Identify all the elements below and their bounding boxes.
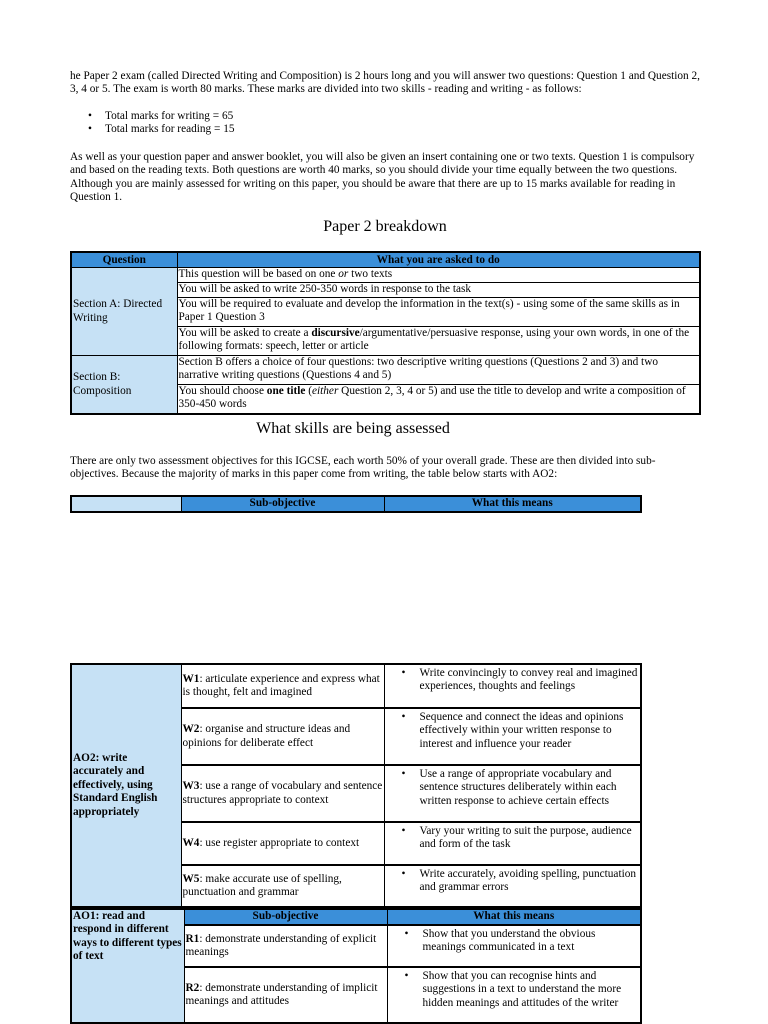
- table-cell: Section B offers a choice of four questions: two descriptive writing questions (Questions 2 and 3) and two narrative writing questions (Questions 4 and 5): [177, 356, 700, 385]
- column-header-question: Question: [71, 252, 177, 268]
- ao2-objective-label: AO2: write accurately and effectively, using Standard English appropriately: [71, 664, 181, 907]
- column-header-meaning: What this means: [387, 909, 641, 925]
- ao2-table: [70, 663, 642, 908]
- table-row: [71, 664, 641, 708]
- ao1-table: [70, 908, 642, 1024]
- section-a-label: Section A: Directed Writing: [71, 268, 177, 356]
- column-header-meaning: What this means: [384, 496, 641, 512]
- skills-heading: What skills are being assessed: [256, 420, 450, 437]
- table-cell: This question will be based on one or two texts: [177, 268, 700, 283]
- table-header-row: [71, 496, 641, 512]
- sub-objective-cell: R2: demonstrate understanding of implicit meanings and attitudes: [184, 967, 387, 1023]
- intro-paragraph-2: As well as your question paper and answer booklet, you will also be given an insert containing one or two texts. Question 1 is compulsory and based on the reading texts. Both questions are worth 40 marks, so you should divide your time equally between the two questions. Although you are mainly assessed for writing on this paper, you should be aware that there are up to 15 marks available for reading in Question 1.: [70, 151, 695, 204]
- paper-breakdown-table: [70, 251, 701, 415]
- meaning-cell: • Show that you understand the obvious meanings communicated in a text: [387, 925, 641, 967]
- sub-objective-cell: W1: articulate experience and express what is thought, felt and imagined: [181, 664, 384, 708]
- sub-objective-cell: W4: use register appropriate to context: [181, 822, 384, 865]
- column-header-sub-objective: Sub-objective: [184, 909, 387, 925]
- meaning-cell: • Vary your writing to suit the purpose, audience and form of the task: [384, 822, 641, 865]
- breakdown-heading: Paper 2 breakdown: [323, 218, 447, 235]
- list-item: • Total marks for writing = 65: [70, 110, 700, 123]
- column-header-sub-objective: Sub-objective: [181, 496, 384, 512]
- meaning-cell: • Show that you can recognise hints and suggestions in a text to understand the more hidden meanings and attitudes of the writer: [387, 967, 641, 1023]
- meaning-cell: • Sequence and connect the ideas and opinions effectively within your written response to interest and influence your reader: [384, 708, 641, 765]
- table-cell: You will be required to evaluate and develop the information in the text(s) - using some of the same skills as in Paper 1 Question 3: [177, 298, 700, 327]
- list-item: • Total marks for reading = 15: [70, 123, 700, 136]
- table-cell: You will be asked to write 250-350 words in response to the task: [177, 283, 700, 298]
- column-header-task: What you are asked to do: [177, 252, 700, 268]
- sub-objective-cell: W5: make accurate use of spelling, punctuation and grammar: [181, 865, 384, 907]
- sub-objective-cell: W2: organise and structure ideas and opinions for deliberate effect: [181, 708, 384, 765]
- table-row: [71, 268, 700, 283]
- meaning-cell: • Use a range of appropriate vocabulary and sentence structures deliberately within each written response to achieve certain effects: [384, 765, 641, 822]
- skills-header-strip: [70, 495, 642, 513]
- table-cell: [71, 496, 181, 512]
- table-header-row: [71, 252, 700, 268]
- meaning-cell: • Write accurately, avoiding spelling, punctuation and grammar errors: [384, 865, 641, 907]
- table-cell: You should choose one title (either Question 2, 3, 4 or 5) and use the title to develop and write a composition of 350-450 words: [177, 385, 700, 415]
- skills-paragraph: There are only two assessment objectives for this IGCSE, each worth 50% of your overall grade. These are then divided into sub-objectives. Because the majority of marks in this paper come from writing, the table below starts with AO2:: [70, 455, 656, 481]
- intro-paragraph-1: he Paper 2 exam (called Directed Writing and Composition) is 2 hours long and you will answer two questions: Question 1 and Question 2, 3, 4 or 5. The exam is worth 80 marks. These marks are divided into two skills - reading and writing - as follows:: [70, 70, 700, 96]
- table-row: [71, 356, 700, 385]
- table-header-row: [71, 909, 641, 925]
- table-cell: You will be asked to create a discursive/argumentative/persuasive response, using your own words, in one of the following formats: speech, letter or article: [177, 327, 700, 356]
- meaning-cell: • Write convincingly to convey real and imagined experiences, thoughts and feelings: [384, 664, 641, 708]
- ao1-objective-label: AO1: read and respond in different ways to different types of text: [71, 909, 184, 1023]
- marks-bullet-list: [70, 110, 700, 137]
- section-b-label: Section B: Composition: [71, 356, 177, 415]
- sub-objective-cell: R1: demonstrate understanding of explicit meanings: [184, 925, 387, 967]
- sub-objective-cell: W3: use a range of vocabulary and sentence structures appropriate to context: [181, 765, 384, 822]
